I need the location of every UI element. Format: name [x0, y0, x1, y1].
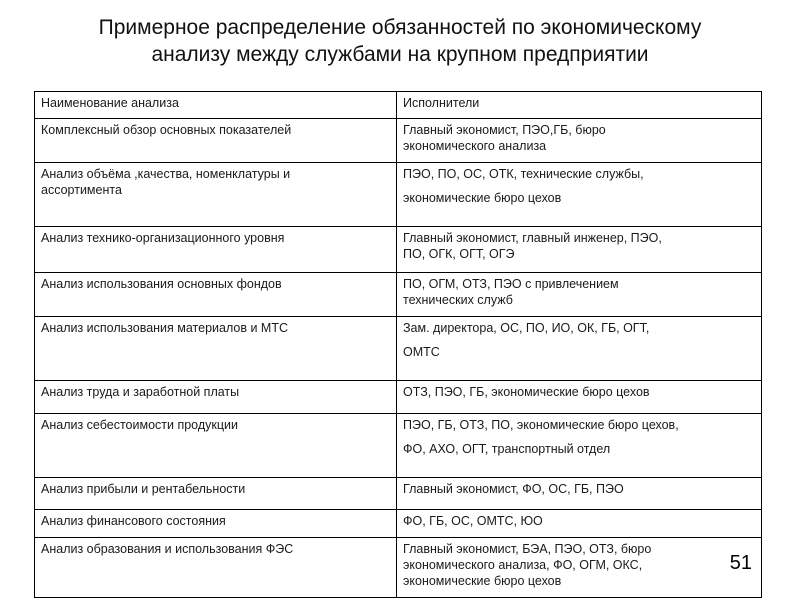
analysis-name-cell [35, 227, 397, 273]
analysis-name-text: Анализ объёма ,качества, номенклатуры и [41, 167, 291, 181]
line-gap [403, 336, 755, 344]
table-row [35, 478, 762, 510]
analysis-name-text: Анализ финансового состояния [41, 514, 226, 528]
header-analysis-name: Наименование анализа [35, 92, 397, 119]
performers-text: экономического анализа, ФО, ОГМ, ОКС, [403, 558, 643, 572]
performers-text: экономические бюро цехов [403, 191, 562, 205]
performers-cell [397, 381, 762, 414]
performers-cell [397, 510, 762, 538]
analysis-name-text: Анализ использования основных фондов [41, 277, 282, 291]
analysis-name-cell [35, 381, 397, 414]
header-performers: Исполнители [397, 92, 762, 119]
analysis-name-cell [35, 538, 397, 598]
duties-table [34, 91, 762, 598]
analysis-name-cell [35, 273, 397, 317]
performers-text: экономические бюро цехов [403, 574, 562, 588]
performers-cell [397, 273, 762, 317]
analysis-name-text: Анализ труда и заработной платы [41, 385, 240, 399]
performers-cell [397, 478, 762, 510]
performers-text: ПЭО, ГБ, ОТЗ, ПО, экономические бюро цехов, [403, 418, 679, 432]
analysis-name-cell [35, 317, 397, 381]
performers-cell [397, 227, 762, 273]
line-gap [403, 433, 755, 441]
performers-text: ФО, АХО, ОГТ, транспортный отдел [403, 442, 611, 456]
table-row [35, 317, 762, 381]
analysis-name-text: ассортимента [41, 183, 122, 197]
performers-text: ОМТС [403, 345, 440, 359]
line-gap [403, 182, 755, 190]
table-row [35, 414, 762, 478]
performers-cell [397, 119, 762, 163]
performers-text: ПО, ОГК, ОГТ, ОГЭ [403, 247, 515, 261]
page-number: 51 [729, 552, 752, 574]
analysis-name-text: Анализ образования и использования ФЭС [41, 542, 294, 556]
slide-title-line-1: Примерное распределение обязанностей по экономическому [98, 16, 702, 39]
performers-text: ПО, ОГМ, ОТЗ, ПЭО с привлечением [403, 277, 619, 291]
performers-text: технических служб [403, 293, 513, 307]
performers-cell [397, 317, 762, 381]
performers-text: ФО, ГБ, ОС, ОМТС, ЮО [403, 514, 543, 528]
analysis-name-cell [35, 478, 397, 510]
analysis-name-text: Анализ прибыли и рентабельности [41, 482, 246, 496]
performers-text: ОТЗ, ПЭО, ГБ, экономические бюро цехов [403, 385, 650, 399]
performers-text: экономического анализа [403, 139, 547, 153]
performers-text: ПЭО, ПО, ОС, ОТК, технические службы, [403, 167, 644, 181]
performers-cell [397, 538, 762, 598]
analysis-name-cell [35, 414, 397, 478]
analysis-name-text: Комплексный обзор основных показателей [41, 123, 292, 137]
table-header-row [35, 92, 762, 119]
table-row [35, 227, 762, 273]
analysis-name-text: Анализ технико-организационного уровня [41, 231, 285, 245]
table-body [35, 119, 762, 598]
analysis-name-cell [35, 510, 397, 538]
slide-title-line-2: анализу между службами на крупном предприятии [151, 43, 649, 66]
table-row [35, 163, 762, 227]
analysis-name-cell [35, 163, 397, 227]
performers-text: Главный экономист, БЭА, ПЭО, ОТЗ, бюро [403, 542, 652, 556]
table-row [35, 510, 762, 538]
analysis-name-text: Анализ использования материалов и МТС [41, 321, 289, 335]
performers-cell [397, 163, 762, 227]
slide-title [40, 14, 760, 68]
table-row [35, 538, 762, 598]
table-row [35, 119, 762, 163]
performers-text: Зам. директора, ОС, ПО, ИО, ОК, ГБ, ОГТ, [403, 321, 650, 335]
performers-text: Главный экономист, ФО, ОС, ГБ, ПЭО [403, 482, 624, 496]
table-row [35, 381, 762, 414]
performers-text: Главный экономист, ПЭО,ГБ, бюро [403, 123, 606, 137]
performers-text: Главный экономист, главный инженер, ПЭО, [403, 231, 662, 245]
performers-cell [397, 414, 762, 478]
analysis-name-text: Анализ себестоимости продукции [41, 418, 238, 432]
table-row [35, 273, 762, 317]
analysis-name-cell [35, 119, 397, 163]
